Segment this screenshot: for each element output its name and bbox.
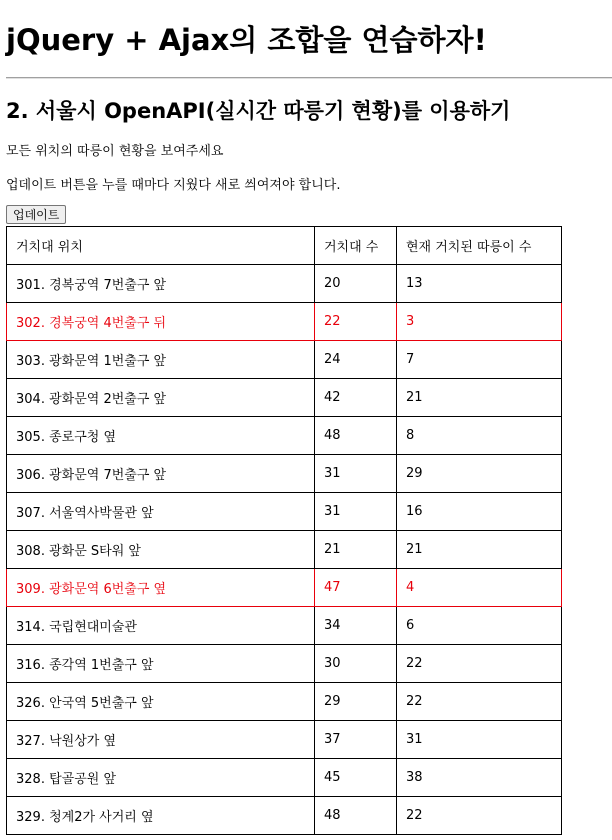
cell-bike-count: 22	[397, 797, 562, 835]
cell-rack-count: 22	[315, 303, 397, 341]
cell-bike-count: 7	[397, 341, 562, 379]
table-row	[7, 417, 562, 455]
table-row	[7, 379, 562, 417]
instruction-refresh: 업데이트 버튼을 누를 때마다 지웠다 새로 씌여져야 합니다.	[6, 178, 341, 193]
cell-rack-count: 29	[315, 683, 397, 721]
cell-location: 304. 광화문역 2번출구 앞	[7, 379, 315, 417]
cell-bike-count: 6	[397, 607, 562, 645]
table-body	[7, 265, 562, 835]
cell-bike-count: 31	[397, 721, 562, 759]
cell-location: 307. 서울역사박물관 앞	[7, 493, 315, 531]
table-row	[7, 683, 562, 721]
header-location: 거치대 위치	[7, 227, 315, 265]
cell-rack-count: 34	[315, 607, 397, 645]
cell-rack-count: 37	[315, 721, 397, 759]
cell-location: 306. 광화문역 7번출구 앞	[7, 455, 315, 493]
cell-location: 316. 종각역 1번출구 앞	[7, 645, 315, 683]
header-rack-count: 거치대 수	[315, 227, 397, 265]
cell-bike-count: 16	[397, 493, 562, 531]
table-row	[7, 531, 562, 569]
cell-location: 329. 청계2가 사거리 옆	[7, 797, 315, 835]
cell-rack-count: 48	[315, 417, 397, 455]
table-row	[7, 265, 562, 303]
table-row	[7, 607, 562, 645]
cell-location: 326. 안국역 5번출구 앞	[7, 683, 315, 721]
cell-bike-count: 3	[397, 303, 562, 341]
table-row	[7, 303, 562, 341]
cell-rack-count: 48	[315, 797, 397, 835]
table-row	[7, 645, 562, 683]
instruction-show-all: 모든 위치의 따릉이 현황을 보여주세요	[6, 144, 224, 159]
cell-location: 328. 탑골공원 앞	[7, 759, 315, 797]
cell-rack-count: 21	[315, 531, 397, 569]
table-row	[7, 721, 562, 759]
table-row	[7, 493, 562, 531]
cell-bike-count: 21	[397, 531, 562, 569]
cell-bike-count: 22	[397, 645, 562, 683]
cell-location: 308. 광화문 S타워 앞	[7, 531, 315, 569]
cell-location: 303. 광화문역 1번출구 앞	[7, 341, 315, 379]
cell-bike-count: 13	[397, 265, 562, 303]
section-title: 2. 서울시 OpenAPI(실시간 따릉기 현황)를 이용하기	[6, 99, 511, 123]
table-row	[7, 759, 562, 797]
cell-rack-count: 20	[315, 265, 397, 303]
cell-bike-count: 22	[397, 683, 562, 721]
cell-bike-count: 21	[397, 379, 562, 417]
page-container	[0, 20, 612, 835]
header-bike-count: 현재 거치된 따릉이 수	[397, 227, 562, 265]
cell-location: 314. 국립현대미술관	[7, 607, 315, 645]
cell-location: 327. 낙원상가 옆	[7, 721, 315, 759]
cell-rack-count: 42	[315, 379, 397, 417]
cell-rack-count: 30	[315, 645, 397, 683]
cell-bike-count: 38	[397, 759, 562, 797]
page-title: jQuery + Ajax의 조합을 연습하자!	[6, 23, 487, 57]
cell-bike-count: 8	[397, 417, 562, 455]
table-row	[7, 455, 562, 493]
table-row	[7, 569, 562, 607]
table-header-row	[7, 227, 562, 265]
cell-bike-count: 4	[397, 569, 562, 607]
table-row	[7, 797, 562, 835]
cell-rack-count: 45	[315, 759, 397, 797]
cell-rack-count: 24	[315, 341, 397, 379]
cell-rack-count: 47	[315, 569, 397, 607]
cell-rack-count: 31	[315, 455, 397, 493]
cell-bike-count: 29	[397, 455, 562, 493]
bike-station-table	[6, 226, 562, 835]
cell-location: 301. 경복궁역 7번출구 앞	[7, 265, 315, 303]
title-divider	[6, 77, 612, 79]
cell-rack-count: 31	[315, 493, 397, 531]
cell-location: 309. 광화문역 6번출구 옆	[7, 569, 315, 607]
cell-location: 302. 경복궁역 4번출구 뒤	[7, 303, 315, 341]
table-row	[7, 341, 562, 379]
update-button[interactable]: 업데이트	[6, 205, 66, 224]
cell-location: 305. 종로구청 옆	[7, 417, 315, 455]
